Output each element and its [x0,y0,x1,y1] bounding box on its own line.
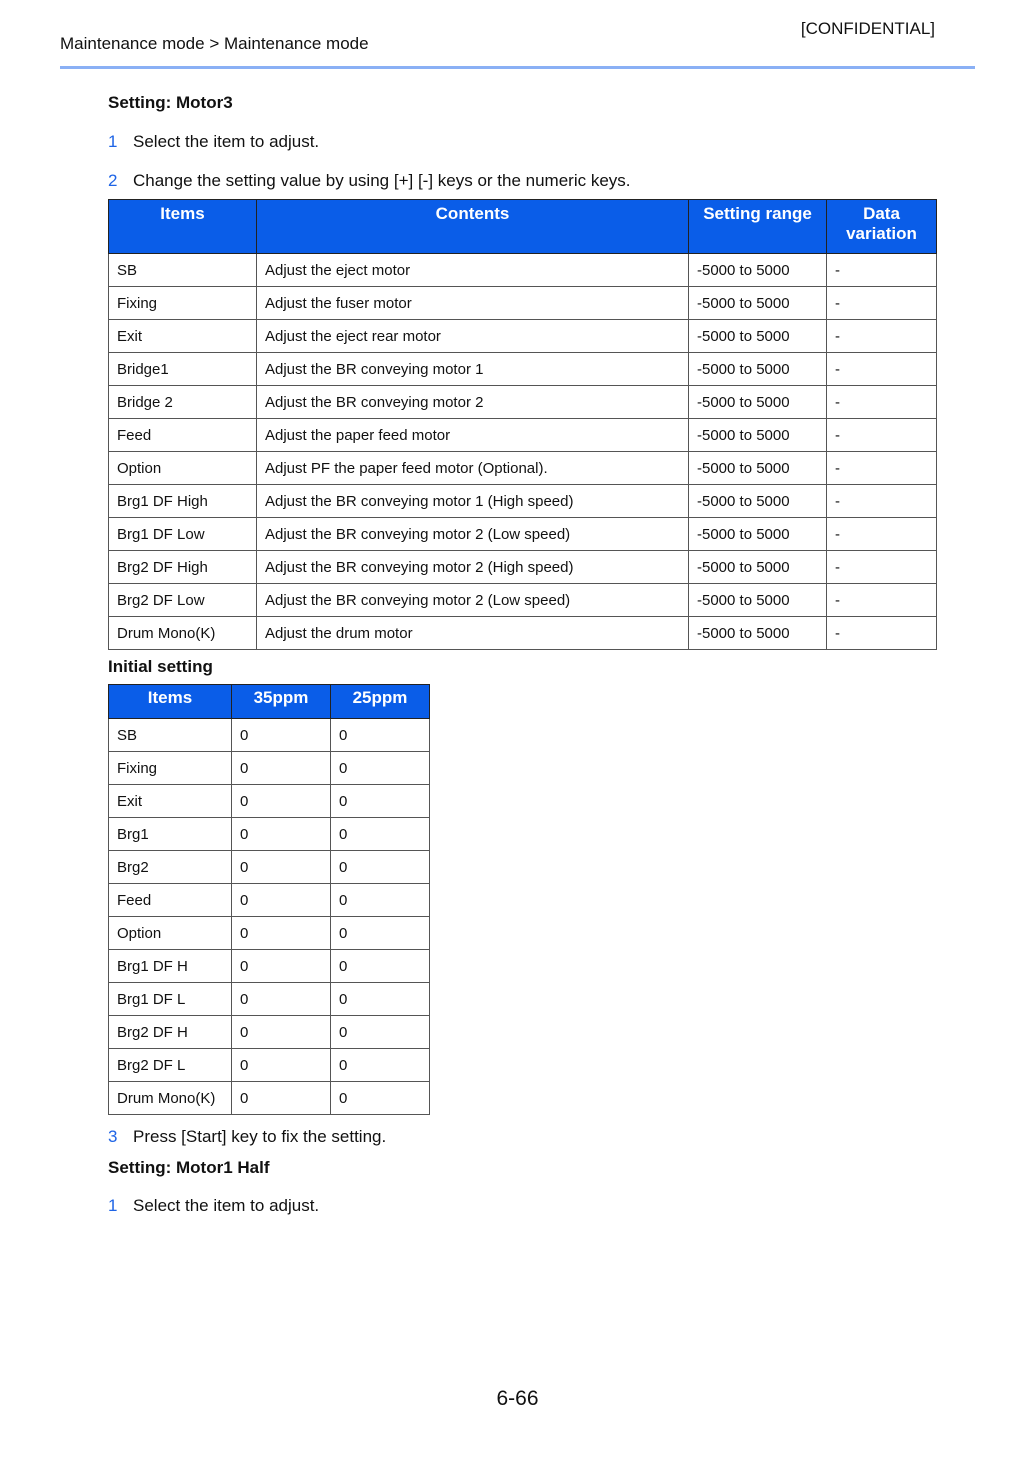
cell-25ppm: 0 [331,950,430,983]
cell-data-variation: - [827,254,937,287]
table-row [109,584,937,617]
cell-35ppm: 0 [232,851,331,884]
cell-25ppm: 0 [331,1082,430,1115]
column-header-data-variation: Data variation [827,200,937,254]
cell-item: Fixing [109,287,257,320]
table-row [109,419,937,452]
cell-item: Exit [109,785,232,818]
step-text: Select the item to adjust. [133,132,320,151]
cell-item: Bridge1 [109,353,257,386]
cell-35ppm: 0 [232,818,331,851]
cell-25ppm: 0 [331,752,430,785]
cell-35ppm: 0 [232,785,331,818]
cell-contents: Adjust the drum motor [257,617,689,650]
step-number: 1 [108,1196,118,1215]
cell-data-variation: - [827,518,937,551]
cell-item: Brg1 DF L [109,983,232,1016]
cell-item: Drum Mono(K) [109,617,257,650]
cell-data-variation: - [827,485,937,518]
section-title-motor3: Setting: Motor3 [108,93,233,112]
table-row [109,353,937,386]
cell-contents: Adjust the eject rear motor [257,320,689,353]
step-text: Change the setting value by using [+] [-] keys or the numeric keys. [133,171,631,190]
cell-item: Option [109,917,232,950]
table-row [109,884,430,917]
step-2 [108,170,936,192]
cell-25ppm: 0 [331,785,430,818]
table-row [109,785,430,818]
confidential-label: [CONFIDENTIAL] [800,19,935,38]
initial-setting-table [108,684,430,1115]
cell-25ppm: 0 [331,719,430,752]
cell-35ppm: 0 [232,752,331,785]
cell-25ppm: 0 [331,1049,430,1082]
page-content [108,92,936,1217]
cell-35ppm: 0 [232,1049,331,1082]
cell-item: Drum Mono(K) [109,1082,232,1115]
cell-setting-range: -5000 to 5000 [689,287,827,320]
table-row [109,851,430,884]
settings-table-body [109,254,937,650]
cell-item: Brg2 [109,851,232,884]
cell-35ppm: 0 [232,917,331,950]
cell-25ppm: 0 [331,884,430,917]
section-title-motor1-half: Setting: Motor1 Half [108,1158,270,1177]
cell-data-variation: - [827,320,937,353]
step-number: 3 [108,1127,118,1146]
cell-contents: Adjust the paper feed motor [257,419,689,452]
cell-item: SB [109,719,232,752]
table-row [109,1016,430,1049]
cell-35ppm: 0 [232,1016,331,1049]
cell-item: Exit [109,320,257,353]
table-row [109,551,937,584]
cell-data-variation: - [827,287,937,320]
table-row [109,518,937,551]
cell-contents: Adjust the BR conveying motor 1 (High speed) [257,485,689,518]
cell-35ppm: 0 [232,983,331,1016]
cell-item: Brg2 DF Low [109,584,257,617]
cell-contents: Adjust the BR conveying motor 2 (High speed) [257,551,689,584]
cell-setting-range: -5000 to 5000 [689,320,827,353]
cell-35ppm: 0 [232,884,331,917]
table-header-row [109,685,430,719]
table-row [109,983,430,1016]
cell-item: Brg2 DF High [109,551,257,584]
table-row [109,254,937,287]
cell-data-variation: - [827,452,937,485]
page-number: 6-66 [496,1387,539,1410]
cell-25ppm: 0 [331,983,430,1016]
table-row [109,950,430,983]
cell-item: Brg1 DF High [109,485,257,518]
cell-setting-range: -5000 to 5000 [689,617,827,650]
cell-setting-range: -5000 to 5000 [689,584,827,617]
table-row [109,320,937,353]
table-header-row [109,200,937,254]
table-row [109,1049,430,1082]
cell-contents: Adjust the eject motor [257,254,689,287]
cell-contents: Adjust the BR conveying motor 2 (Low speed) [257,584,689,617]
cell-setting-range: -5000 to 5000 [689,551,827,584]
initial-table-body [109,719,430,1115]
step-1 [108,131,936,153]
cell-item: Fixing [109,752,232,785]
column-header-25ppm: 25ppm [331,685,430,719]
table-row [109,917,430,950]
cell-25ppm: 0 [331,917,430,950]
table-row [109,719,430,752]
step-text: Select the item to adjust. [133,1196,320,1215]
table-row [109,452,937,485]
column-header-items: Items [109,200,257,254]
table-row [109,818,430,851]
cell-setting-range: -5000 to 5000 [689,485,827,518]
table-row [109,386,937,419]
cell-setting-range: -5000 to 5000 [689,254,827,287]
cell-data-variation: - [827,584,937,617]
table-row [109,1082,430,1115]
cell-item: Brg2 DF H [109,1016,232,1049]
cell-setting-range: -5000 to 5000 [689,386,827,419]
cell-item: Brg1 DF H [109,950,232,983]
cell-item: Brg1 DF Low [109,518,257,551]
cell-item: Brg2 DF L [109,1049,232,1082]
cell-25ppm: 0 [331,851,430,884]
cell-25ppm: 0 [331,818,430,851]
step-1 [108,1195,936,1217]
table-row [109,752,430,785]
cell-item: Bridge 2 [109,386,257,419]
cell-contents: Adjust the BR conveying motor 1 [257,353,689,386]
step-number: 1 [108,132,118,151]
table-row [109,617,937,650]
step-text: Press [Start] key to fix the setting. [133,1127,387,1146]
initial-setting-title: Initial setting [108,657,213,676]
cell-data-variation: - [827,617,937,650]
cell-data-variation: - [827,551,937,584]
column-header-setting-range: Setting range [689,200,827,254]
step-number: 2 [108,171,118,190]
cell-35ppm: 0 [232,950,331,983]
cell-item: Brg1 [109,818,232,851]
column-header-items: Items [109,685,232,719]
cell-25ppm: 0 [331,1016,430,1049]
cell-item: Feed [109,419,257,452]
cell-data-variation: - [827,419,937,452]
cell-data-variation: - [827,386,937,419]
cell-setting-range: -5000 to 5000 [689,452,827,485]
cell-setting-range: -5000 to 5000 [689,353,827,386]
cell-item: Feed [109,884,232,917]
table-row [109,287,937,320]
column-header-35ppm: 35ppm [232,685,331,719]
cell-35ppm: 0 [232,1082,331,1115]
column-header-contents: Contents [257,200,689,254]
cell-contents: Adjust the fuser motor [257,287,689,320]
cell-contents: Adjust PF the paper feed motor (Optional). [257,452,689,485]
breadcrumb: Maintenance mode > Maintenance mode [60,34,369,53]
cell-item: Option [109,452,257,485]
cell-item: SB [109,254,257,287]
cell-setting-range: -5000 to 5000 [689,419,827,452]
table-row [109,485,937,518]
cell-contents: Adjust the BR conveying motor 2 (Low speed) [257,518,689,551]
cell-contents: Adjust the BR conveying motor 2 [257,386,689,419]
cell-setting-range: -5000 to 5000 [689,518,827,551]
motor3-settings-table [108,199,937,650]
cell-data-variation: - [827,353,937,386]
step-3 [108,1126,936,1148]
header-divider [60,66,975,69]
cell-35ppm: 0 [232,719,331,752]
